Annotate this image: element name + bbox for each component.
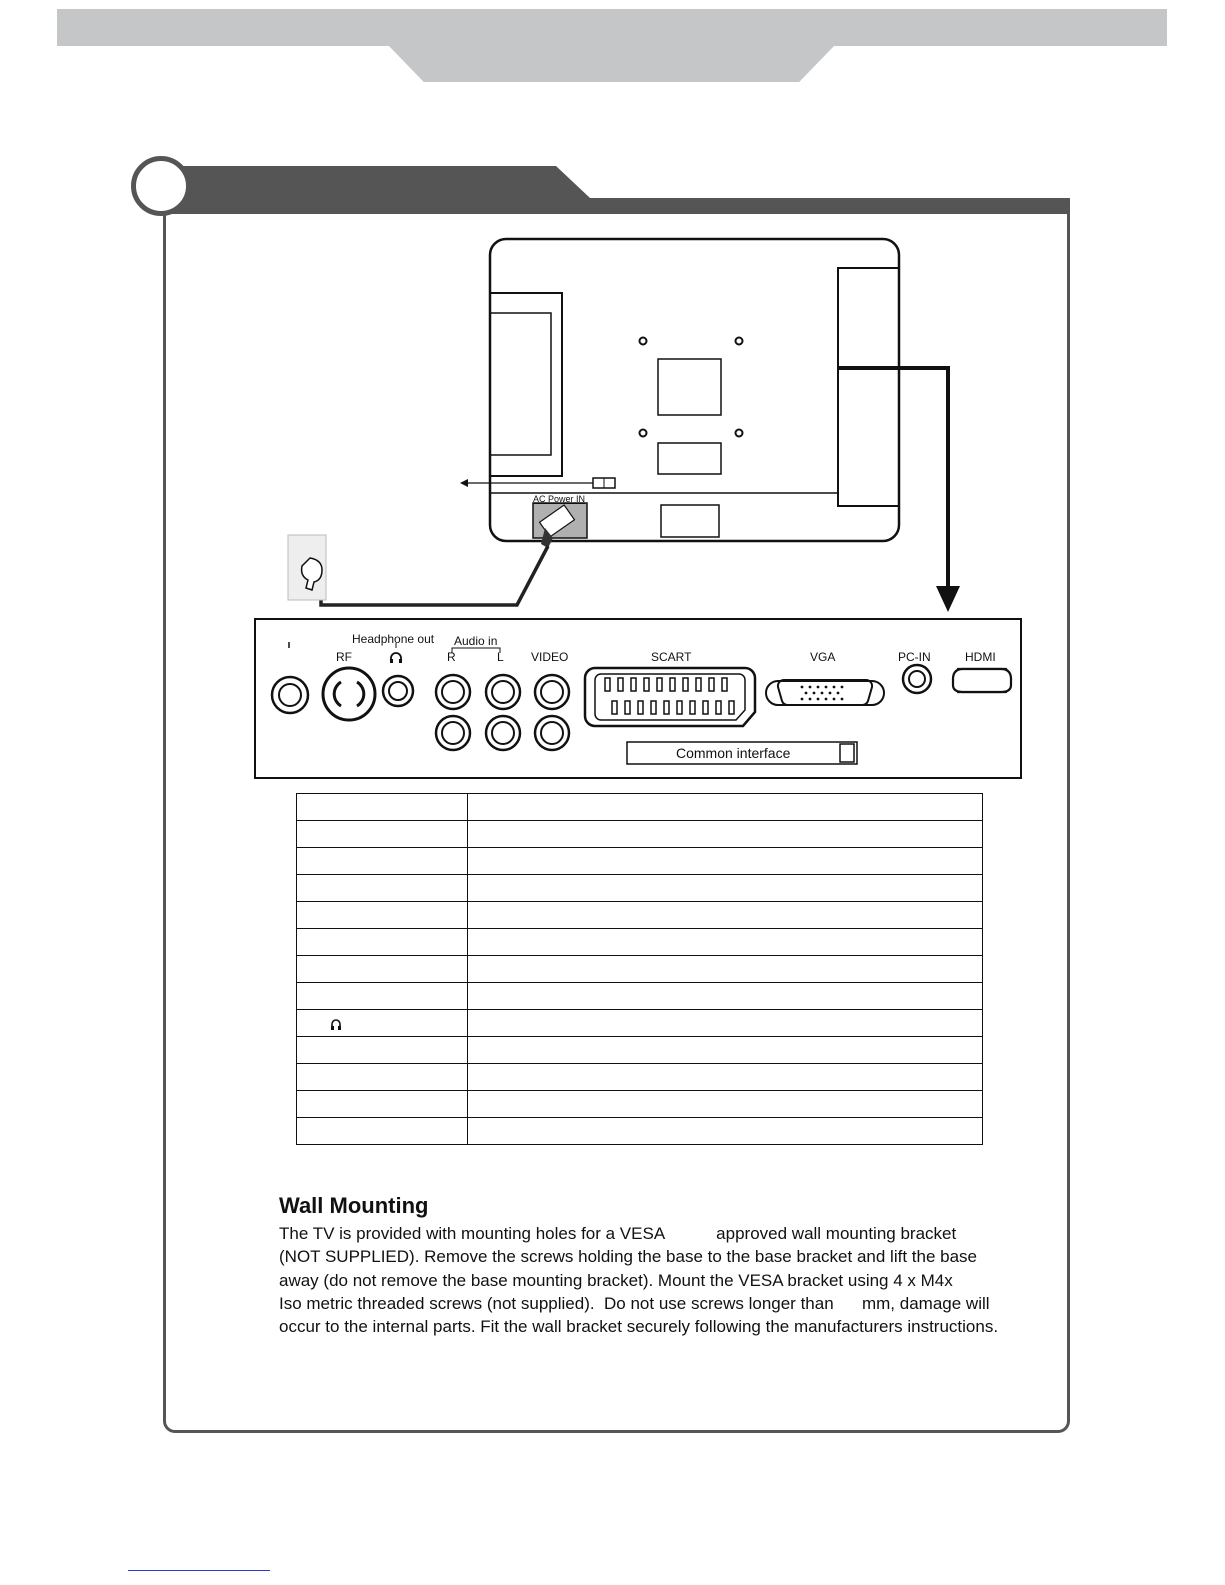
wall-mounting-line: The TV is provided with mounting holes for a VESA approved wall mounting bracket — [279, 1224, 957, 1243]
table-row — [297, 821, 983, 848]
headphone-out-label: Headphone out — [352, 632, 435, 646]
r-label: R — [447, 650, 456, 664]
wall-mounting-body — [279, 1222, 1039, 1338]
pc-in-label: PC-IN — [898, 650, 931, 664]
table-row — [297, 902, 983, 929]
table-row — [297, 1091, 983, 1118]
footer-link-underline — [128, 1570, 270, 1571]
table-row — [297, 1064, 983, 1091]
table-row — [297, 875, 983, 902]
headphone-icon — [329, 1017, 343, 1031]
table-row — [297, 929, 983, 956]
table-row — [297, 848, 983, 875]
connector-table — [296, 793, 983, 1145]
ac-power-label: AC Power IN — [533, 494, 586, 504]
wall-mounting-line: away (do not remove the base mounting bracket). Mount the VESA bracket using 4 x M4x — [279, 1270, 953, 1290]
l-label: L — [497, 650, 504, 664]
common-interface-label: Common interface — [676, 745, 791, 761]
vga-label: VGA — [810, 650, 836, 664]
wall-mounting-line: (NOT SUPPLIED). Remove the screws holding the base to the base bracket and lift the base — [279, 1247, 977, 1267]
rf-label: RF — [336, 650, 352, 664]
wall-mounting-line: occur to the internal parts. Fit the wall bracket securely following the manufacturers instructions. — [279, 1317, 999, 1337]
table-row — [297, 1118, 983, 1145]
scart-label: SCART — [651, 650, 692, 664]
table-row — [297, 1037, 983, 1064]
video-label: VIDEO — [531, 650, 569, 664]
hdmi-label: HDMI — [965, 650, 996, 664]
table-row — [297, 794, 983, 821]
table-row — [297, 983, 983, 1010]
audio-in-label: Audio in — [454, 634, 498, 648]
wall-mounting-title: Wall Mounting — [279, 1193, 429, 1218]
table-row — [297, 1010, 983, 1037]
wall-mounting-line: Iso metric threaded screws (not supplied). Do not use screws longer than mm, damage will — [279, 1293, 990, 1313]
table-row — [297, 956, 983, 983]
